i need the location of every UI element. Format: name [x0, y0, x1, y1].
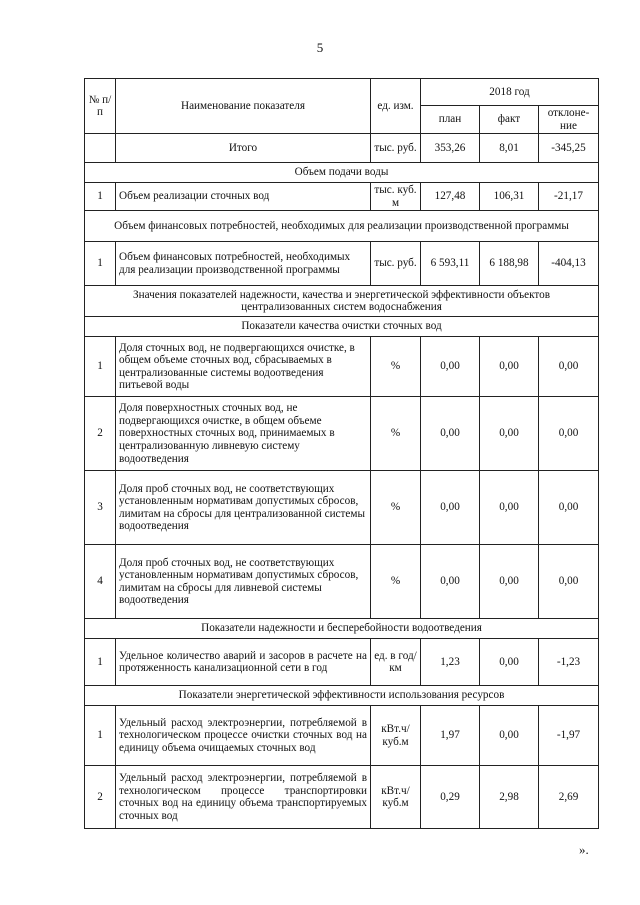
- row-unit: %: [371, 337, 421, 397]
- row-unit: кВт.ч/ куб.м: [371, 766, 421, 829]
- energy-row: [85, 766, 599, 829]
- reliability-row: [85, 639, 599, 686]
- quality-row: [85, 397, 599, 471]
- row-num: 1: [85, 337, 116, 397]
- header-year: 2018 год: [421, 79, 599, 106]
- row-plan: 1,23: [421, 639, 480, 686]
- row-num: 1: [85, 639, 116, 686]
- row-plan: 6 593,11: [421, 242, 480, 286]
- row-plan: 0,00: [421, 397, 480, 471]
- section-reliability-values: Значения показателей надежности, качества и энергетической эффективности объектов централизованных систем водоснабжения: [85, 286, 599, 317]
- row-fact: 0,00: [480, 397, 539, 471]
- row-unit: %: [371, 397, 421, 471]
- finance-row: [85, 242, 599, 286]
- row-num: 1: [85, 242, 116, 286]
- row-deviation: -1,97: [539, 706, 599, 766]
- row-name: Доля поверхностных сточных вод, не подвергающихся очистке, в общем объеме поверхностных сточных вод, принимаемых в централизованную ливневую систему водоотведения: [116, 397, 371, 471]
- row-fact: 6 188,98: [480, 242, 539, 286]
- header-fact: факт: [480, 106, 539, 134]
- row-unit: %: [371, 545, 421, 619]
- row-deviation: -21,17: [539, 183, 599, 211]
- header-deviation: отклоне-ние: [539, 106, 599, 134]
- row-deviation: 0,00: [539, 545, 599, 619]
- row-deviation: -1,23: [539, 639, 599, 686]
- row-num: 1: [85, 706, 116, 766]
- row-fact: 0,00: [480, 545, 539, 619]
- row-plan: 0,00: [421, 471, 480, 545]
- header-plan: план: [421, 106, 480, 134]
- row-plan: 1,97: [421, 706, 480, 766]
- row-fact: 0,00: [480, 706, 539, 766]
- quality-row: [85, 545, 599, 619]
- section-quality: Показатели качества очистки сточных вод: [85, 317, 599, 337]
- section-finance: Объем финансовых потребностей, необходимых для реализации производственной программы: [85, 211, 599, 242]
- energy-row: [85, 706, 599, 766]
- row-num: 2: [85, 397, 116, 471]
- header-num: № п/п: [85, 79, 116, 134]
- total-row: [85, 134, 599, 163]
- quality-row: [85, 471, 599, 545]
- row-unit: тыс. руб.: [371, 242, 421, 286]
- row-name: Удельный расход электроэнергии, потребляемой в технологическом процессе транспортировки сточных вод на единицу объема транспортируемых сточных вод: [116, 766, 371, 829]
- row-unit: ед. в год/ км: [371, 639, 421, 686]
- total-name: Итого: [116, 134, 371, 163]
- row-name: Доля проб сточных вод, не соответствующих установленным нормативам допустимых сбросов, лимитам на сбросы для централизованной системы водоотведения: [116, 471, 371, 545]
- row-name: Доля сточных вод, не подвергающихся очистке, в общем объеме сточных вод, сбрасываемых в централизованные системы водоотведения питьевой воды: [116, 337, 371, 397]
- total-deviation: -345,25: [539, 134, 599, 163]
- row-deviation: -404,13: [539, 242, 599, 286]
- row-name: Удельный расход электроэнергии, потребляемой в технологическом процессе очистки сточных вод на единицу объема очищаемых сточных вод: [116, 706, 371, 766]
- row-unit: тыс. куб. м: [371, 183, 421, 211]
- quality-row: [85, 337, 599, 397]
- row-fact: 2,98: [480, 766, 539, 829]
- total-plan: 353,26: [421, 134, 480, 163]
- total-fact: 8,01: [480, 134, 539, 163]
- row-plan: 0,00: [421, 337, 480, 397]
- row-fact: 106,31: [480, 183, 539, 211]
- row-name: Объем финансовых потребностей, необходимых для реализации производственной программы: [116, 242, 371, 286]
- row-name: Удельное количество аварий и засоров в расчете на протяженность канализационной сети в год: [116, 639, 371, 686]
- row-plan: 127,48: [421, 183, 480, 211]
- page-number: 5: [316, 40, 324, 55]
- row-plan: 0,29: [421, 766, 480, 829]
- indicators-table: [84, 78, 599, 829]
- header-name: Наименование показателя: [116, 79, 371, 134]
- total-unit: тыс. руб.: [371, 134, 421, 163]
- row-unit: кВт.ч/ куб.м: [371, 706, 421, 766]
- section-energy: Показатели энергетической эффективности использования ресурсов: [85, 686, 599, 706]
- section-supply: Объем подачи воды: [85, 163, 599, 183]
- section-reliability: Показатели надежности и бесперебойности водоотведения: [85, 619, 599, 639]
- row-plan: 0,00: [421, 545, 480, 619]
- row-fact: 0,00: [480, 471, 539, 545]
- row-deviation: 0,00: [539, 471, 599, 545]
- row-name: Объем реализации сточных вод: [116, 183, 371, 211]
- closing-quote-mark: ».: [579, 842, 589, 857]
- row-deviation: 2,69: [539, 766, 599, 829]
- row-deviation: 0,00: [539, 337, 599, 397]
- row-unit: %: [371, 471, 421, 545]
- row-num: 3: [85, 471, 116, 545]
- row-name: Доля проб сточных вод, не соответствующих установленным нормативам допустимых сбросов, лимитам на сбросы для ливневой системы водоотведения: [116, 545, 371, 619]
- row-num: 4: [85, 545, 116, 619]
- row-fact: 0,00: [480, 639, 539, 686]
- row-num: 1: [85, 183, 116, 211]
- row-num: 2: [85, 766, 116, 829]
- row-deviation: 0,00: [539, 397, 599, 471]
- supply-row: [85, 183, 599, 211]
- row-fact: 0,00: [480, 337, 539, 397]
- header-unit: ед. изм.: [371, 79, 421, 134]
